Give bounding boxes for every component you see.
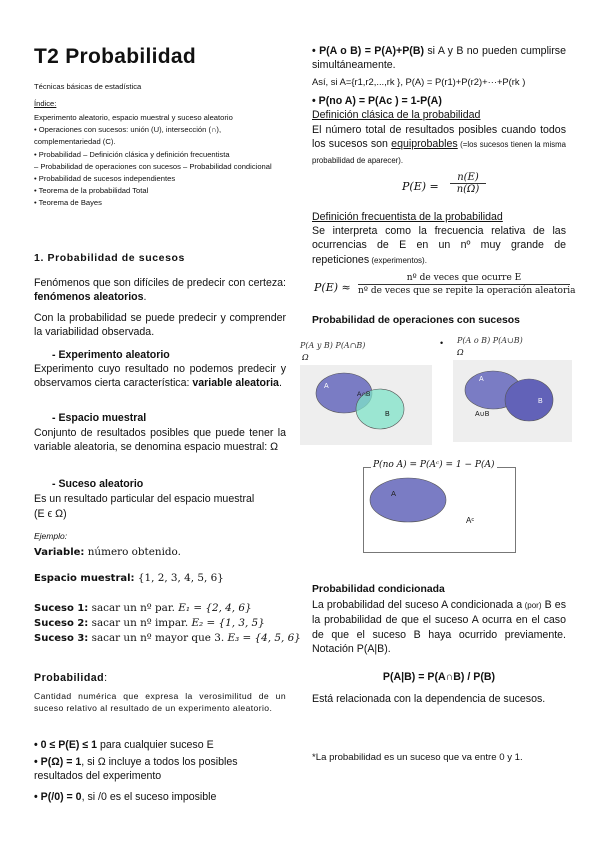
index-item: • Operaciones con sucesos: unión (U), intersección (∩), complementariedad (C). [34, 125, 222, 147]
complement-rule: • P(no A) = P(Ac ) = 1-P(A) [312, 95, 442, 107]
intersection-label: A∩B [357, 391, 371, 398]
set-b-label: B [385, 411, 390, 418]
diagram-label: P(A o B) P(A∪B) [457, 336, 523, 345]
example-suceso-3: Suceso 3: sacar un nº mayor que 3. E₃ = {4, 5, 6} [34, 632, 301, 644]
index-item: • Probabilidad de sucesos independientes [34, 174, 176, 184]
example-suceso-1: Suceso 1: sacar un nº par. E₁ = {2, 4, 6} [34, 602, 252, 614]
cond-text: La probabilidad del suceso A condicionada a (por) B es la probabilidad de que el suceso A ocurra en el caso de que el suceso B haya ocurrido previamente. Notación P(A|B). [312, 599, 566, 656]
index-item: • Teorema de la probabilidad Total [34, 186, 149, 196]
suceso-text: Es un resultado particular del espacio muestral [34, 493, 255, 505]
property-3: • P(/0) = 0, si /0 es el suceso imposible [34, 791, 217, 803]
classic-text: El número total de resultados posibles cuando todos los sucesos son equiprobables (=los sucesos tienen la misma probabilidad de aparecer). [312, 124, 566, 165]
index-item: Experimento aleatorio, espacio muestral y suceso aleatorio [34, 113, 233, 122]
cond-formula: P(A|B) = P(A∩B) / P(B) [382, 671, 496, 683]
venn-union-diagram [453, 336, 572, 442]
set-a-label: A [391, 489, 397, 498]
cond-dependence: Está relacionada con la dependencia de sucesos. [312, 693, 546, 705]
union-rule: • P(A o B) = P(A)+P(B) si A y B no pueden cumplirse simultáneamente. [312, 45, 566, 72]
union-label: A∪B [475, 411, 490, 418]
property-2: • P(Ω) = 1, si Ω incluye a todos los posibles resultados del experimento [34, 756, 238, 783]
venn-complement-svg [364, 468, 515, 551]
property-1: • 0 ≤ P(E) ≤ 1 para cualquier suceso E [34, 739, 214, 751]
espacio-text: Conjunto de resultados posibles que puede tener la variable aleatoria, se denomina espacio muestral: Ω [34, 427, 286, 454]
example-variable: Variable: número obtenido. [34, 546, 181, 558]
example-label: Ejemplo: [34, 531, 68, 541]
suceso-text-2: (E ϵ Ω) [34, 508, 67, 520]
freq-formula: P(E) ≈ nº de veces que ocurre E nº de veces que se repite la operación aleatoria [314, 273, 576, 296]
index-item: • Teorema de Bayes [34, 198, 102, 208]
subtitle: Técnicas básicas de estadística [34, 82, 142, 91]
set-b-ellipse [505, 379, 553, 421]
diagram-label: P(no A) = P(Aᶜ) = 1 − P(A) [373, 460, 495, 470]
freq-text: Se interpreta como la frecuencia relativa de las ocurrencias de E en un nº muy grande de repeticiones (experimentos). [312, 225, 566, 266]
freq-heading: Definición frecuentista de la probabilidad [312, 211, 503, 223]
index-item: – Probabilidad de operaciones con sucesos – Probabilidad condicional [34, 161, 272, 171]
union-example: Así, si A={r1,r2,...,rk }, P(A) = P(r1)+P(r2)+···+P(rk ) [312, 76, 526, 87]
set-a-label: A [479, 376, 484, 383]
index-list [34, 112, 286, 210]
index-item: • Probabilidad – Definición clásica y definición frecuentista [34, 149, 230, 159]
venn-complement-diagram [363, 460, 516, 552]
paragraph: Con la probabilidad se puede predecir y comprender la variabilidad observada. [34, 312, 286, 339]
experimento-text: Experimento cuyo resultado no podemos predecir y observamos cierta característica: variable aleatoria. [34, 363, 286, 390]
section-heading: 1. Probabilidad de sucesos [34, 252, 185, 264]
subheading-experimento: - Experimento aleatorio [52, 349, 170, 361]
example-space: Espacio muestral: {1, 2, 3, 4, 5, 6} [34, 572, 224, 584]
set-a-ellipse [370, 478, 446, 522]
omega-label: Ω [302, 353, 309, 362]
venn-intersection-svg [300, 365, 432, 445]
diagram-label: P(A y B) P(A∩B) [300, 341, 366, 350]
set-a-label: A [324, 383, 329, 390]
probabilidad-heading: Probabilidad: [34, 672, 108, 684]
classic-heading: Definición clásica de la probabilidad [312, 109, 481, 121]
bullet: • [440, 338, 444, 348]
venn-intersection-diagram [300, 343, 432, 445]
probabilidad-desc: Cantidad numérica que expresa la verosimilitud de un suceso relativo al resultado de un experimento aleatorio. [34, 691, 286, 714]
venn-union-svg [453, 360, 572, 442]
subheading-espacio: - Espacio muestral [52, 412, 147, 424]
set-b-label: B [538, 398, 543, 405]
page-title: T2 Probabilidad [34, 45, 197, 68]
index-heading: Índice: [34, 99, 57, 108]
footnote: *La probabilidad es un suceso que va entre 0 y 1. [312, 752, 523, 763]
example-suceso-2: Suceso 2: sacar un nº impar. E₂ = {1, 3, 5} [34, 617, 265, 629]
intro-paragraph: Fenómenos que son difíciles de predecir con certeza: fenómenos aleatorios. [34, 277, 286, 304]
omega-label: Ω [457, 348, 464, 357]
ops-heading: Probabilidad de operaciones con sucesos [312, 315, 520, 326]
subheading-suceso: - Suceso aleatorio [52, 478, 144, 490]
cond-heading: Probabilidad condicionada [312, 584, 445, 595]
complement-label: Aᶜ [466, 516, 475, 525]
